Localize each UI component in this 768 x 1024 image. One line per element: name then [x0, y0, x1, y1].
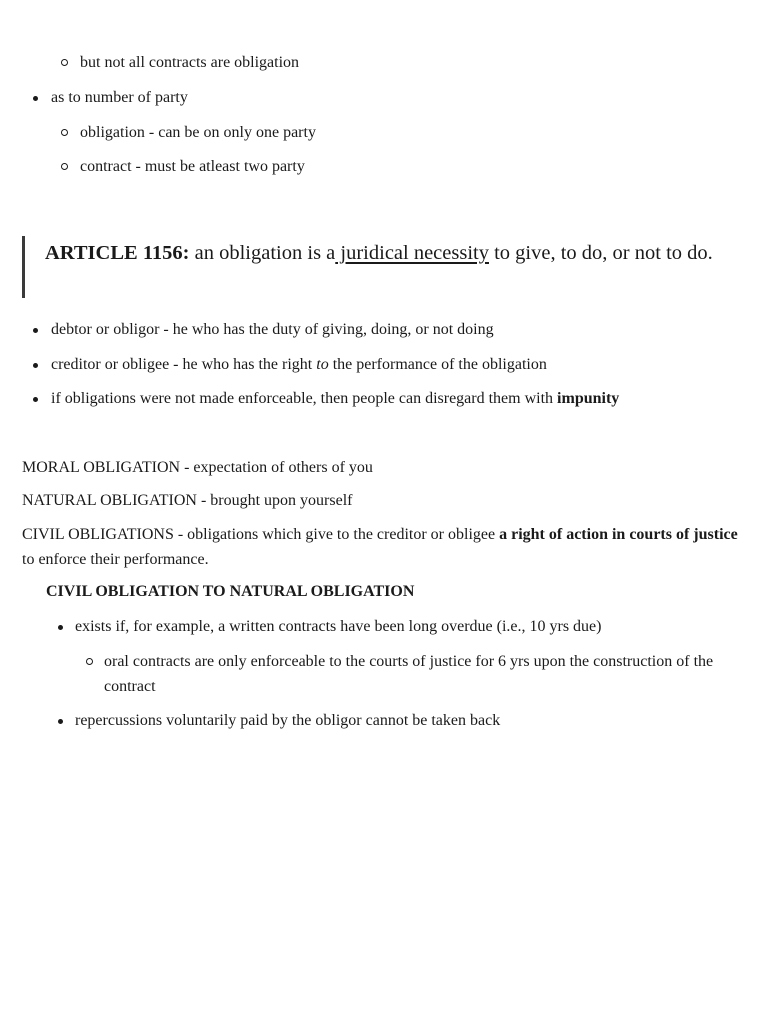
list-item-text: creditor or obligee - he who has the right: [51, 356, 317, 373]
list-item: oral contracts are only enforceable to the courts of justice for 6 yrs upon the construction of the contract: [104, 653, 714, 695]
disc-bullet-icon: [33, 397, 38, 402]
list-item: contract - must be atleast two party: [80, 158, 305, 175]
list-item: [51, 389, 619, 409]
list-item: [51, 355, 547, 375]
section-heading: [46, 582, 414, 602]
article-quote: [45, 238, 745, 269]
circle-bullet-icon: [61, 163, 68, 170]
civil-obligations-definition: [22, 522, 747, 572]
circle-bullet-icon: [61, 59, 68, 66]
disc-bullet-icon: [33, 328, 38, 333]
list-item: exists if, for example, a written contracts have been long overdue (i.e., 10 yrs due): [75, 618, 602, 635]
definition-bold: a right of action in courts of justice: [499, 526, 738, 543]
circle-bullet-icon: [61, 129, 68, 136]
list-item-bold: impunity: [557, 390, 620, 407]
disc-bullet-icon: [58, 625, 63, 630]
definition-text: CIVIL OBLIGATIONS - obligations which give to the creditor or obligee: [22, 526, 500, 543]
circle-bullet-icon: [86, 658, 93, 665]
list-item-text: if obligations were not made enforceable, then people can disregard them with: [51, 390, 558, 407]
article-text: an obligation is a: [189, 242, 336, 264]
disc-bullet-icon: [33, 96, 38, 101]
definition-text-end: to enforce their performance.: [22, 551, 209, 568]
list-item-italic: to: [316, 356, 329, 373]
list-item: as to number of party: [51, 89, 188, 106]
disc-bullet-icon: [33, 363, 38, 368]
list-item: repercussions voluntarily paid by the obligor cannot be taken back: [75, 712, 501, 729]
natural-obligation-definition: NATURAL OBLIGATION - brought upon yourself: [22, 492, 353, 509]
list-item: debtor or obligor - he who has the duty of giving, doing, or not doing: [51, 321, 494, 338]
disc-bullet-icon: [58, 719, 63, 724]
list-item: obligation - can be on only one party: [80, 124, 316, 141]
article-text-end: to give, to do, or not to do.: [488, 242, 713, 264]
article-underlined-term: juridical necessity: [335, 242, 489, 264]
article-label: ARTICLE 1156:: [45, 242, 190, 264]
moral-obligation-definition: MORAL OBLIGATION - expectation of others of you: [22, 459, 373, 476]
section-heading-text: CIVIL OBLIGATION TO NATURAL OBLIGATION: [46, 583, 415, 600]
list-item: but not all contracts are obligation: [80, 54, 300, 71]
list-item-text-end: the performance of the obligation: [328, 356, 547, 373]
blockquote-bar: [22, 236, 25, 298]
